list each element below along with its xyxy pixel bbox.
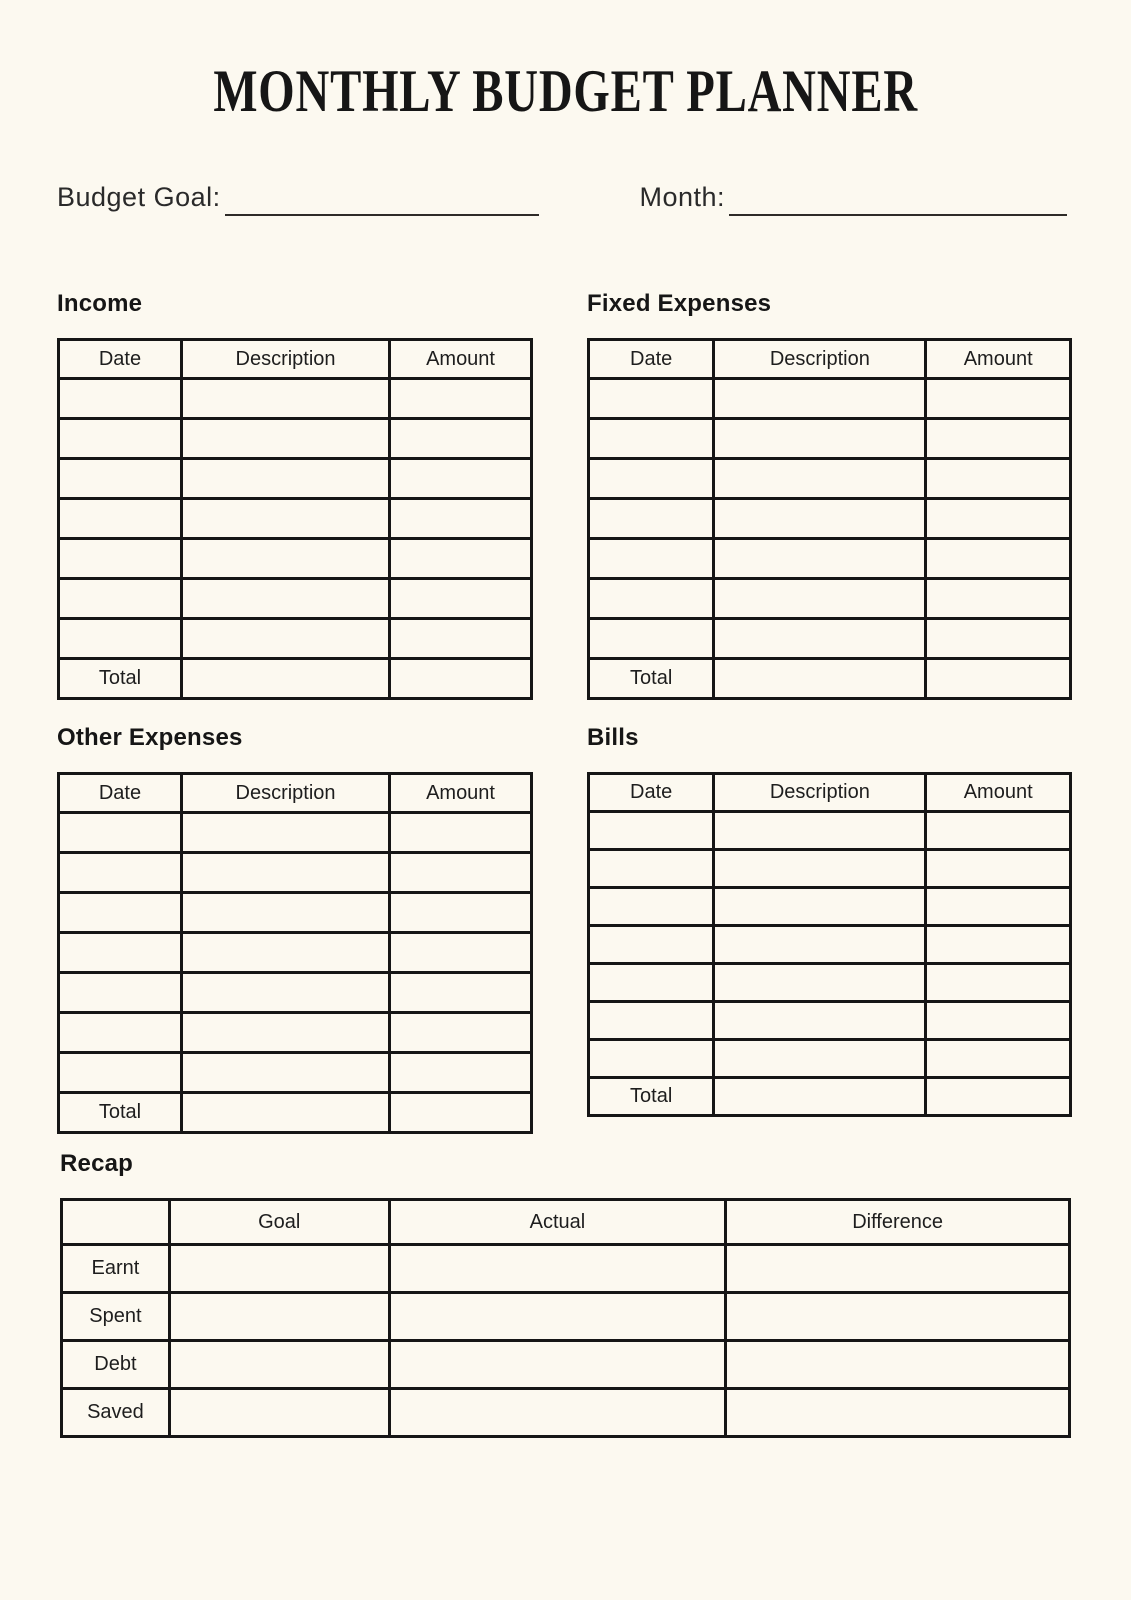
entry-cell-date[interactable] — [59, 853, 182, 893]
entry-cell-date[interactable] — [589, 926, 714, 964]
recap-row-saved — [62, 1389, 1070, 1437]
recap-cell-spent-actual[interactable] — [389, 1293, 726, 1341]
total-row — [59, 1093, 532, 1133]
table-row — [589, 926, 1071, 964]
entry-cell-amount[interactable] — [926, 419, 1071, 459]
entry-cell-description[interactable] — [181, 579, 389, 619]
entry-cell-date[interactable] — [59, 973, 182, 1013]
column-header-date: Date — [589, 774, 714, 812]
recap-cell-saved-difference[interactable] — [726, 1389, 1070, 1437]
table-row — [589, 888, 1071, 926]
bills-section — [587, 724, 1072, 1134]
entry-cell-date[interactable] — [59, 1013, 182, 1053]
entry-cell-description[interactable] — [181, 813, 389, 853]
entry-cell-description[interactable] — [714, 499, 926, 539]
recap-cell-saved-actual[interactable] — [389, 1389, 726, 1437]
table-row — [589, 619, 1071, 659]
entry-cell-description[interactable] — [181, 619, 389, 659]
entry-cell-amount[interactable] — [926, 539, 1071, 579]
total-amount-cell[interactable] — [390, 1093, 532, 1133]
entry-cell-date[interactable] — [589, 888, 714, 926]
entry-cell-date[interactable] — [589, 812, 714, 850]
table-row — [589, 1002, 1071, 1040]
entry-cell-amount[interactable] — [926, 579, 1071, 619]
fixed-expenses-heading: Fixed Expenses — [587, 290, 772, 317]
entry-cell-description[interactable] — [714, 1040, 926, 1078]
entry-cell-description[interactable] — [714, 812, 926, 850]
table-header-row — [589, 340, 1071, 379]
entry-cell-description[interactable] — [714, 1002, 926, 1040]
total-label: Total — [59, 659, 182, 699]
recap-column-header-goal: Goal — [169, 1200, 389, 1245]
table-row — [589, 850, 1071, 888]
column-header-description: Description — [714, 340, 926, 379]
entry-cell-description[interactable] — [714, 926, 926, 964]
other-expenses-section — [57, 724, 533, 1134]
recap-row-label: Debt — [62, 1341, 170, 1389]
entry-cell-amount[interactable] — [926, 499, 1071, 539]
recap-row-debt — [62, 1341, 1070, 1389]
entry-cell-amount[interactable] — [390, 853, 532, 893]
entry-cell-date[interactable] — [589, 579, 714, 619]
table-row — [59, 499, 532, 539]
page-title-text: MONTHLY BUDGET PLANNER — [213, 58, 918, 124]
table-row — [589, 539, 1071, 579]
entry-cell-amount[interactable] — [926, 1002, 1071, 1040]
entry-cell-date[interactable] — [59, 619, 182, 659]
page-title — [0, 58, 1131, 124]
table-row — [589, 499, 1071, 539]
entry-cell-description[interactable] — [714, 459, 926, 499]
entry-cell-description[interactable] — [714, 888, 926, 926]
table-row — [59, 459, 532, 499]
entry-cell-date[interactable] — [589, 539, 714, 579]
entry-cell-amount[interactable] — [926, 619, 1071, 659]
recap-cell-spent-goal[interactable] — [169, 1293, 389, 1341]
table-row — [59, 933, 532, 973]
entry-cell-date[interactable] — [589, 459, 714, 499]
entry-cell-description[interactable] — [181, 1013, 389, 1053]
entry-cell-description[interactable] — [181, 539, 389, 579]
table-header-row — [589, 774, 1071, 812]
column-header-date: Date — [589, 340, 714, 379]
entry-cell-description[interactable] — [181, 893, 389, 933]
budget-goal-field — [57, 180, 539, 214]
recap-cell-spent-difference[interactable] — [726, 1293, 1070, 1341]
entry-cell-amount[interactable] — [390, 813, 532, 853]
recap-cell-earnt-goal[interactable] — [169, 1245, 389, 1293]
table-row — [59, 1053, 532, 1093]
entry-cell-description[interactable] — [714, 619, 926, 659]
tables-grid — [0, 290, 1131, 1134]
column-header-amount: Amount — [390, 340, 532, 379]
entry-cell-description[interactable] — [181, 459, 389, 499]
total-description-cell[interactable] — [714, 659, 926, 699]
entry-cell-amount[interactable] — [926, 1040, 1071, 1078]
entry-cell-amount[interactable] — [390, 893, 532, 933]
total-description-cell[interactable] — [181, 1093, 389, 1133]
table-row — [59, 579, 532, 619]
recap-row-label: Saved — [62, 1389, 170, 1437]
table-row — [59, 973, 532, 1013]
table-row — [589, 812, 1071, 850]
table-row — [589, 964, 1071, 1002]
bills-heading: Bills — [587, 724, 639, 751]
recap-corner-cell — [62, 1200, 170, 1245]
entry-cell-amount[interactable] — [390, 619, 532, 659]
entry-cell-description[interactable] — [181, 499, 389, 539]
entry-cell-date[interactable] — [59, 419, 182, 459]
total-row — [589, 1078, 1071, 1116]
entry-cell-description[interactable] — [181, 1053, 389, 1093]
entry-cell-date[interactable] — [59, 379, 182, 419]
entry-cell-description[interactable] — [181, 973, 389, 1013]
entry-cell-amount[interactable] — [926, 964, 1071, 1002]
recap-row-label: Spent — [62, 1293, 170, 1341]
recap-section — [0, 1150, 1131, 1438]
entry-cell-description[interactable] — [181, 379, 389, 419]
income-table — [57, 338, 533, 700]
entry-cell-date[interactable] — [589, 379, 714, 419]
entry-cell-date[interactable] — [59, 579, 182, 619]
total-row — [59, 659, 532, 699]
recap-column-header-difference: Difference — [726, 1200, 1070, 1245]
entry-cell-description[interactable] — [714, 850, 926, 888]
total-description-cell[interactable] — [714, 1078, 926, 1116]
recap-cell-earnt-actual[interactable] — [389, 1245, 726, 1293]
entry-cell-amount[interactable] — [926, 812, 1071, 850]
recap-header-row — [62, 1200, 1070, 1245]
table-row — [59, 1013, 532, 1053]
entry-cell-description[interactable] — [714, 964, 926, 1002]
recap-cell-saved-goal[interactable] — [169, 1389, 389, 1437]
entry-cell-amount[interactable] — [926, 926, 1071, 964]
entry-cell-date[interactable] — [59, 813, 182, 853]
entry-cell-amount[interactable] — [390, 539, 532, 579]
income-heading: Income — [57, 290, 143, 317]
total-label: Total — [589, 659, 714, 699]
entry-cell-amount[interactable] — [926, 888, 1071, 926]
entry-cell-date[interactable] — [59, 933, 182, 973]
column-header-date: Date — [59, 774, 182, 813]
recap-heading: Recap — [60, 1150, 134, 1177]
recap-row-spent — [62, 1293, 1070, 1341]
table-row — [589, 1040, 1071, 1078]
entry-cell-amount[interactable] — [390, 1053, 532, 1093]
entry-cell-date[interactable] — [589, 419, 714, 459]
table-row — [59, 379, 532, 419]
recap-table — [60, 1198, 1071, 1438]
entry-cell-description[interactable] — [714, 579, 926, 619]
bills-table — [587, 772, 1072, 1117]
column-header-amount: Amount — [926, 774, 1071, 812]
header-fields — [0, 180, 1131, 214]
recap-cell-debt-goal[interactable] — [169, 1341, 389, 1389]
total-amount-cell[interactable] — [926, 659, 1071, 699]
other-expenses-table — [57, 772, 533, 1134]
entry-cell-date[interactable] — [589, 619, 714, 659]
table-row — [59, 813, 532, 853]
fixed-expenses-section — [587, 290, 1072, 700]
month-input-line[interactable] — [729, 196, 1067, 216]
total-amount-cell[interactable] — [390, 659, 532, 699]
total-row — [589, 659, 1071, 699]
month-label: Month: — [639, 182, 725, 212]
table-row — [589, 579, 1071, 619]
table-row — [589, 459, 1071, 499]
entry-cell-description[interactable] — [181, 933, 389, 973]
total-label: Total — [59, 1093, 182, 1133]
entry-cell-amount[interactable] — [390, 933, 532, 973]
column-header-amount: Amount — [390, 774, 532, 813]
budget-goal-label: Budget Goal: — [57, 182, 221, 212]
total-description-cell[interactable] — [181, 659, 389, 699]
table-row — [59, 853, 532, 893]
column-header-date: Date — [59, 340, 182, 379]
table-row — [589, 379, 1071, 419]
fixed-expenses-table — [587, 338, 1072, 700]
entry-cell-description[interactable] — [714, 539, 926, 579]
entry-cell-amount[interactable] — [926, 379, 1071, 419]
entry-cell-description[interactable] — [181, 419, 389, 459]
entry-cell-amount[interactable] — [390, 579, 532, 619]
total-amount-cell[interactable] — [926, 1078, 1071, 1116]
entry-cell-amount[interactable] — [390, 379, 532, 419]
table-header-row — [59, 774, 532, 813]
recap-cell-earnt-difference[interactable] — [726, 1245, 1070, 1293]
entry-cell-date[interactable] — [589, 499, 714, 539]
entry-cell-amount[interactable] — [390, 973, 532, 1013]
table-header-row — [59, 340, 532, 379]
recap-cell-debt-actual[interactable] — [389, 1341, 726, 1389]
entry-cell-date[interactable] — [59, 893, 182, 933]
entry-cell-amount[interactable] — [926, 850, 1071, 888]
entry-cell-description[interactable] — [181, 853, 389, 893]
column-header-description: Description — [714, 774, 926, 812]
entry-cell-date[interactable] — [59, 539, 182, 579]
entry-cell-date[interactable] — [59, 459, 182, 499]
table-row — [59, 539, 532, 579]
entry-cell-date[interactable] — [589, 1002, 714, 1040]
total-label: Total — [589, 1078, 714, 1116]
table-row — [59, 419, 532, 459]
entry-cell-date[interactable] — [59, 499, 182, 539]
recap-cell-debt-difference[interactable] — [726, 1341, 1070, 1389]
entry-cell-date[interactable] — [59, 1053, 182, 1093]
column-header-description: Description — [181, 774, 389, 813]
entry-cell-amount[interactable] — [390, 419, 532, 459]
table-row — [589, 419, 1071, 459]
income-section — [57, 290, 533, 700]
entry-cell-description[interactable] — [714, 379, 926, 419]
entry-cell-amount[interactable] — [390, 459, 532, 499]
other-expenses-heading: Other Expenses — [57, 724, 243, 751]
entry-cell-date[interactable] — [589, 1040, 714, 1078]
recap-column-header-actual: Actual — [389, 1200, 726, 1245]
column-header-description: Description — [181, 340, 389, 379]
entry-cell-date[interactable] — [589, 964, 714, 1002]
entry-cell-amount[interactable] — [390, 499, 532, 539]
entry-cell-amount[interactable] — [926, 459, 1071, 499]
entry-cell-amount[interactable] — [390, 1013, 532, 1053]
column-header-amount: Amount — [926, 340, 1071, 379]
budget-goal-input-line[interactable] — [225, 196, 539, 216]
table-row — [59, 619, 532, 659]
entry-cell-date[interactable] — [589, 850, 714, 888]
recap-row-earnt — [62, 1245, 1070, 1293]
recap-row-label: Earnt — [62, 1245, 170, 1293]
month-field — [639, 180, 1067, 214]
entry-cell-description[interactable] — [714, 419, 926, 459]
table-row — [59, 893, 532, 933]
